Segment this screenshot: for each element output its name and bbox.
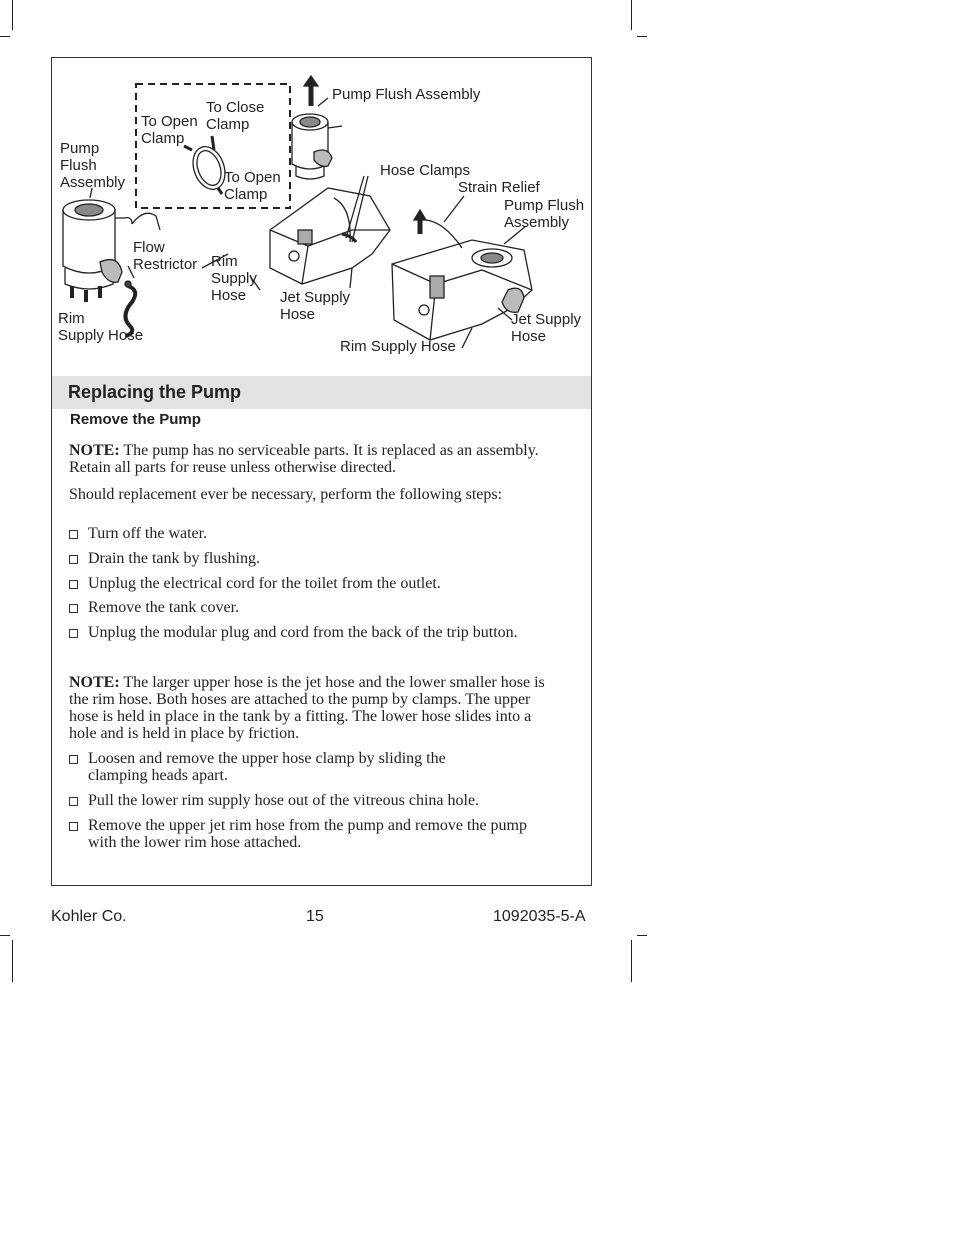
checkbox-icon bbox=[69, 555, 78, 564]
list-item-text: Drain the tank by flushing. bbox=[88, 550, 260, 567]
section-header-band bbox=[52, 376, 591, 409]
label-to-close-clamp: To Close Clamp bbox=[206, 99, 265, 133]
label-pump-flush-assembly-top: Pump Flush Assembly bbox=[332, 86, 481, 103]
intro-paragraph: Should replacement ever be necessary, perform the following steps: bbox=[69, 486, 503, 503]
list-item-text: Loosen and remove the upper hose clamp by sliding the clamping heads apart. bbox=[88, 750, 446, 784]
crop-mark bbox=[12, 940, 13, 982]
checkbox-icon bbox=[69, 822, 78, 831]
crop-mark bbox=[637, 36, 647, 37]
checkbox-icon bbox=[69, 604, 78, 613]
checkbox-icon bbox=[69, 629, 78, 638]
footer-page-number: 15 bbox=[306, 908, 324, 925]
crop-mark bbox=[631, 0, 632, 30]
footer-doc-number: 1092035-5-A bbox=[493, 908, 586, 925]
label-jet-supply-hose-mid: Jet Supply Hose bbox=[280, 289, 351, 323]
label-to-open-clamp-top: To Open Clamp bbox=[141, 113, 198, 147]
crop-mark bbox=[0, 36, 10, 37]
note-paragraph bbox=[69, 674, 554, 742]
label-flow-restrictor: Flow Restrictor bbox=[133, 239, 198, 273]
label-rim-supply-hose-mid: Rim Supply Hose bbox=[211, 253, 257, 304]
crop-mark bbox=[12, 0, 13, 30]
section-subtitle: Remove the Pump bbox=[70, 411, 201, 428]
label-jet-supply-hose-right: Jet Supply Hose bbox=[511, 311, 582, 345]
label-rim-supply-hose-bottom: Rim Supply Hose bbox=[340, 338, 456, 355]
checkbox-icon bbox=[69, 755, 78, 764]
crop-mark bbox=[631, 940, 632, 982]
list-item-text: Remove the upper jet rim hose from the pump and remove the pump with the lower rim hose attached. bbox=[88, 817, 527, 851]
list-item-text: Pull the lower rim supply hose out of the vitreous china hole. bbox=[88, 792, 480, 809]
note-label: NOTE: bbox=[69, 674, 120, 691]
checkbox-icon bbox=[69, 797, 78, 806]
checkbox-icon bbox=[69, 580, 78, 589]
footer-company: Kohler Co. bbox=[51, 908, 127, 925]
label-hose-clamps: Hose Clamps bbox=[380, 162, 471, 179]
label-pump-flush-assembly-right: Pump Flush Assembly bbox=[504, 197, 585, 231]
crop-mark bbox=[637, 935, 647, 936]
list-item-text: Unplug the modular plug and cord from the back of the trip button. bbox=[88, 624, 518, 641]
crop-mark bbox=[0, 935, 10, 936]
label-rim-supply-hose-left: Rim Supply Hose bbox=[58, 310, 144, 344]
list-item-text: Unplug the electrical cord for the toilet from the outlet. bbox=[88, 575, 441, 592]
section-title: Replacing the Pump bbox=[68, 382, 242, 402]
label-pump-flush-assembly-left: Pump Flush Assembly bbox=[60, 140, 126, 191]
note-text: The larger upper hose is the jet hose and the lower smaller hose is the rim hose. Both hoses are attached to the pump by clamps. The upper hose is held in place in the tank by a fitting. The lower hose slides into a hole and is held in place by friction. bbox=[69, 674, 545, 742]
note-label: NOTE: bbox=[69, 442, 120, 459]
list-item-text: Remove the tank cover. bbox=[88, 599, 240, 616]
checkbox-icon bbox=[69, 530, 78, 539]
label-to-open-clamp-bottom: To Open Clamp bbox=[224, 169, 281, 203]
list-item-text: Turn off the water. bbox=[88, 525, 208, 542]
note-paragraph bbox=[69, 442, 554, 476]
note-text: The pump has no serviceable parts. It is replaced as an assembly. Retain all parts for reuse unless otherwise directed. bbox=[69, 442, 539, 476]
label-strain-relief: Strain Relief bbox=[458, 179, 540, 196]
